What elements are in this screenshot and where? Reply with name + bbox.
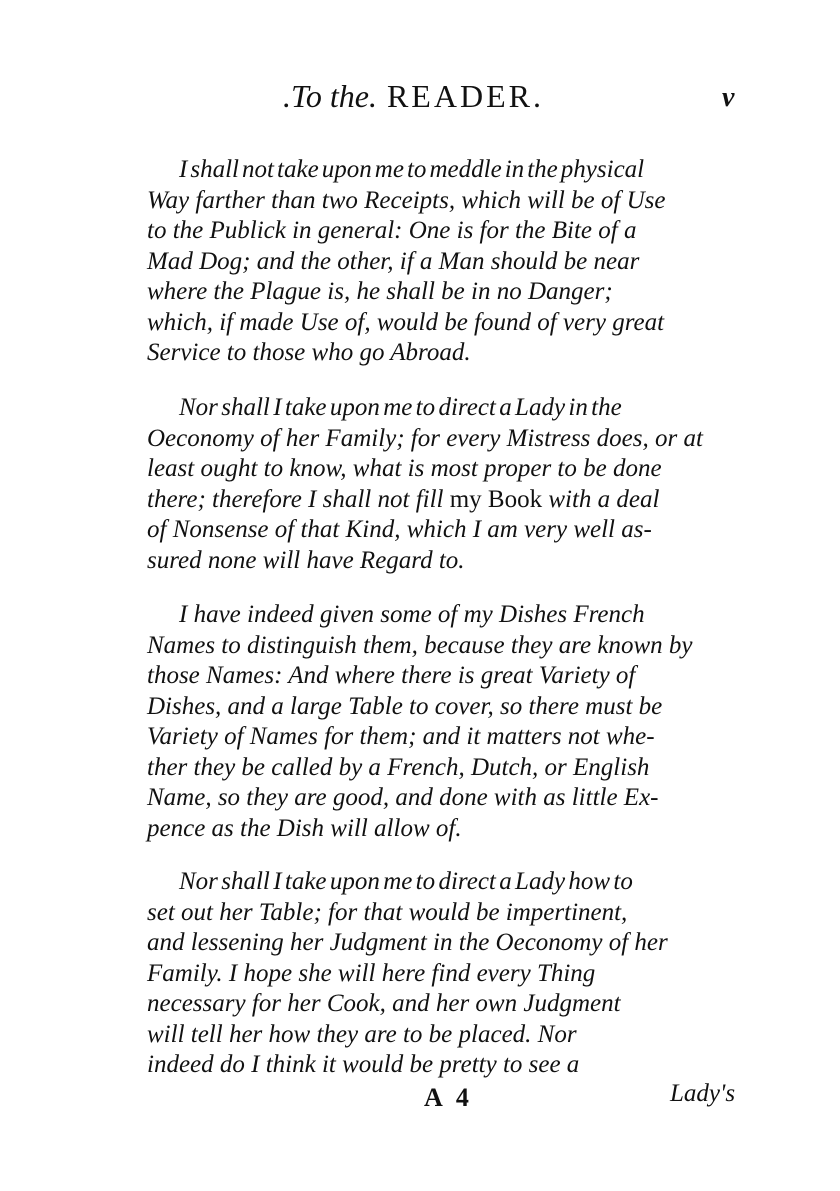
text-line: Oeconomy of her Family; for every Mistress does, or at (147, 424, 703, 452)
text-line: pence as the Dish will allow of. (147, 814, 462, 842)
text-line: there; therefore I shall not fill my Book with a deal (147, 485, 660, 513)
text-line: Service to those who go Abroad. (147, 339, 471, 366)
text-line: of Nonsense of that Kind, which I am very well as- (147, 516, 652, 543)
text-line: Nor shall I take upon me to direct a Lady in the (179, 394, 622, 421)
text-line: necessary for her Cook, and her own Judgment (147, 990, 621, 1017)
text-line: which, if made Use of, would be found of very great (147, 308, 665, 336)
text-line: Mad Dog; and the other, if a Man should be near (147, 247, 640, 275)
catchword: Lady's (670, 1080, 736, 1107)
signature-mark: A 4 (424, 1083, 473, 1112)
paragraph-4 (147, 867, 739, 1081)
text-line: Variety of Names for them; and it matters not whe- (147, 723, 655, 750)
text-line: Names to distinguish them, because they are known by (147, 631, 693, 659)
roman-text: my Book (449, 485, 543, 513)
text-line: least ought to know, what is most proper to be done (147, 455, 662, 482)
text-line: Name, so they are good, and done with as little Ex- (147, 784, 659, 811)
header-reader: READER. (386, 78, 544, 114)
text-line: set out her Table; for that would be impertinent, (147, 898, 628, 926)
text-line: indeed do I think it would be pretty to see a (147, 1051, 580, 1078)
text-line: and lessening her Judgment in the Oeconomy of her (147, 929, 668, 956)
text-line: to the Publick in general: One is for the Bite of a (147, 217, 637, 244)
text-line: Nor shall I take upon me to direct a Lady how to (179, 868, 633, 895)
text-line: ther they be called by a French, Dutch, or English (147, 753, 650, 781)
text-line: sured none will have Regard to. (147, 546, 465, 574)
header-to-the: .To the. (283, 78, 377, 114)
text-line: I have indeed given some of my Dishes French (179, 601, 645, 628)
header-title (283, 78, 544, 115)
text-line: those Names: And where there is great Variety of (147, 662, 636, 689)
running-header (0, 78, 840, 128)
text-line: Family. I hope she will here find every Thing (147, 959, 596, 987)
text-line: I shall not take upon me to meddle in the physical (179, 156, 645, 183)
paragraph-2 (147, 393, 739, 576)
text-line: Way farther than two Receipts, which will be of Use (147, 186, 666, 214)
text-line: will tell her how they are to be placed. Nor (147, 1020, 577, 1048)
page-number: v (722, 82, 735, 113)
paragraph-1 (147, 155, 739, 369)
paragraph-3 (147, 600, 739, 844)
text-line: where the Plague is, he shall be in no Danger; (147, 278, 613, 305)
text-line: Dishes, and a large Table to cover, so there must be (147, 692, 663, 720)
